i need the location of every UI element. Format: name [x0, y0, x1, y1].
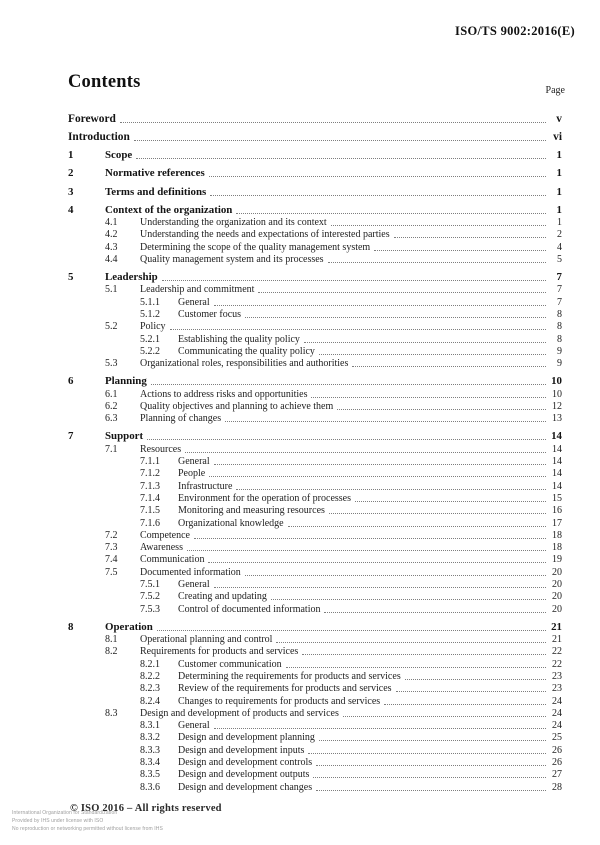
- toc-dot-leader: [151, 384, 546, 385]
- toc-entry-title: Review of the requirements for products and services: [178, 683, 392, 695]
- toc-entry-title: Quality objectives and planning to achieve them: [140, 400, 334, 412]
- toc-dot-leader: [286, 667, 546, 668]
- toc-entry-page: 20: [552, 579, 562, 591]
- toc-entry-title: Infrastructure: [178, 480, 233, 492]
- toc-entry-number: 5.3: [105, 358, 118, 370]
- toc-entry-title: Customer focus: [178, 309, 242, 321]
- toc-entry-title: Establishing the quality policy: [178, 333, 300, 345]
- toc-entry-page: 14: [551, 430, 562, 443]
- toc-entry-title: General: [178, 579, 210, 591]
- toc-row: [68, 320, 562, 332]
- toc-entry-number: 7.3: [105, 542, 118, 554]
- toc-dot-leader: [355, 501, 546, 502]
- toc-row: [68, 565, 562, 577]
- toc-entry-page: 23: [552, 683, 562, 695]
- toc-dot-leader: [331, 225, 546, 226]
- toc-row: [68, 400, 562, 412]
- toc-entry-title: Operational planning and control: [140, 634, 273, 646]
- document-reference: ISO/TS 9002:2016(E): [455, 24, 575, 38]
- toc-entry-title: Foreword: [68, 112, 116, 125]
- toc-entry-page: 14: [552, 443, 562, 455]
- toc-entry-title: Terms and definitions: [105, 185, 207, 198]
- toc-row: [68, 707, 562, 719]
- toc-entry-number: 7.5.3: [140, 603, 160, 615]
- toc-row: [68, 345, 562, 357]
- toc-entry-title: Monitoring and measuring resources: [178, 505, 325, 517]
- toc-entry-page: vi: [553, 131, 562, 143]
- toc-row: [68, 645, 562, 657]
- toc-row: [68, 203, 562, 216]
- toc-row: [68, 756, 562, 768]
- toc-dot-leader: [374, 250, 546, 251]
- toc-row: [68, 719, 562, 731]
- toc-entry-page: 1: [556, 167, 562, 180]
- toc-entry-title: Organizational roles, responsibilities and authorities: [140, 358, 349, 370]
- toc-entry-number: 8.2: [105, 646, 118, 658]
- toc-dot-leader: [394, 237, 546, 238]
- toc-entry-page: v: [556, 112, 562, 125]
- toc-dot-leader: [258, 292, 546, 293]
- toc-entry-title: Introduction: [68, 131, 130, 143]
- license-stamp-line: No reproduction or networking permitted without license from IHS: [12, 826, 163, 832]
- toc-entry-page: 8: [557, 309, 562, 321]
- toc-entry-number: 5.1: [105, 284, 118, 296]
- toc-entry-page: 20: [552, 591, 562, 603]
- toc-entry-title: Leadership and commitment: [140, 284, 255, 296]
- toc-entry-page: 14: [552, 480, 562, 492]
- toc-entry-page: 24: [552, 695, 562, 707]
- toc-entry-title: Determining the requirements for products and services: [178, 671, 401, 682]
- toc-entry-title: General: [178, 720, 210, 732]
- toc-entry-number: 4.3: [105, 241, 118, 253]
- toc-dot-leader: [210, 195, 546, 196]
- toc-dot-leader: [209, 476, 546, 477]
- toc-row: [68, 578, 562, 590]
- toc-row: [68, 412, 562, 424]
- toc-entry-page: 8: [557, 333, 562, 345]
- toc-entry-number: 8.3.6: [140, 781, 160, 793]
- toc-dot-leader: [162, 280, 546, 281]
- toc-dot-leader: [214, 728, 546, 729]
- toc-row: [68, 590, 562, 602]
- toc-row: [68, 670, 562, 682]
- toc-entry-number: 8.3.1: [140, 720, 160, 732]
- toc-entry-page: 7: [557, 296, 562, 308]
- page-column-label: Page: [545, 85, 565, 96]
- toc-entry-title: General: [178, 456, 210, 468]
- toc-dot-leader: [134, 140, 546, 141]
- toc-dot-leader: [319, 354, 546, 355]
- toc-row: [68, 295, 562, 307]
- toc-entry-title: Quality management system and its processes: [140, 253, 324, 265]
- toc-dot-leader: [308, 753, 546, 754]
- toc-dot-leader: [120, 122, 546, 123]
- toc-dot-leader: [194, 538, 546, 539]
- toc-row: [68, 541, 562, 553]
- toc-entry-title: Leadership: [105, 271, 158, 284]
- toc-dot-leader: [319, 740, 546, 741]
- toc-dot-leader: [328, 262, 546, 263]
- toc-entry-page: 10: [552, 388, 562, 400]
- toc-entry-number: 7.5: [105, 566, 118, 578]
- toc-dot-leader: [185, 452, 546, 453]
- toc-entry-number: 5: [68, 271, 74, 284]
- toc-entry-page: 25: [552, 732, 562, 744]
- toc-entry-title: Requirements for products and services: [140, 646, 299, 658]
- toc-dot-leader: [352, 366, 546, 367]
- toc-entry-title: Understanding the organization and its context: [140, 217, 327, 229]
- toc-row: [68, 602, 562, 614]
- toc-entry-title: Design and development of products and services: [140, 707, 339, 719]
- toc-dot-leader: [225, 421, 546, 422]
- toc-entry-number: 7.1.2: [140, 468, 160, 480]
- toc-row: [68, 374, 562, 387]
- toc-entry-title: Communication: [140, 554, 205, 566]
- toc-entry-number: 6: [68, 375, 74, 388]
- toc-entry-title: Awareness: [140, 542, 183, 554]
- toc-entry-title: Context of the organization: [105, 203, 233, 216]
- toc-dot-leader: [329, 513, 546, 514]
- toc-entry-page: 19: [552, 554, 562, 566]
- toc-entry-page: 20: [552, 603, 562, 615]
- toc-entry-page: 18: [552, 529, 562, 541]
- toc-row: [68, 529, 562, 541]
- toc-row: [68, 332, 562, 344]
- toc-dot-leader: [245, 317, 546, 318]
- toc-entry-page: 21: [551, 620, 562, 633]
- toc-entry-page: 27: [552, 769, 562, 781]
- toc-dot-leader: [136, 158, 546, 159]
- toc-entry-number: 8.3.3: [140, 744, 160, 756]
- toc-row: [68, 479, 562, 491]
- toc-entry-number: 7.4: [105, 554, 118, 566]
- toc-entry-number: 7.1.3: [140, 480, 160, 492]
- toc-dot-leader: [245, 575, 546, 576]
- toc-entry-page: 9: [557, 345, 562, 357]
- toc-entry-page: 20: [552, 566, 562, 578]
- toc-row: [68, 682, 562, 694]
- toc-row: [68, 657, 562, 669]
- toc-entry-page: 10: [551, 375, 562, 388]
- toc-entry-page: 26: [552, 744, 562, 756]
- toc-entry-page: 14: [552, 456, 562, 468]
- toc-row: [68, 442, 562, 454]
- toc-entry-number: 8: [68, 620, 74, 633]
- toc-row: [68, 228, 562, 240]
- toc-entry-number: 7.1.6: [140, 517, 160, 529]
- toc-row: [68, 620, 562, 633]
- toc-entry-page: 1: [556, 149, 562, 162]
- toc-dot-leader: [214, 587, 546, 588]
- toc-row: [68, 166, 562, 179]
- toc-entry-page: 1: [556, 185, 562, 198]
- toc-row: [68, 768, 562, 780]
- toc-entry-number: 7.2: [105, 529, 118, 541]
- toc-dot-leader: [288, 526, 546, 527]
- toc-row: [68, 429, 562, 442]
- toc-entry-page: 14: [552, 468, 562, 480]
- toc-entry-number: 8.3.5: [140, 769, 160, 781]
- toc-row: [68, 743, 562, 755]
- toc-dot-leader: [311, 397, 546, 398]
- toc-entry-page: 23: [552, 671, 562, 682]
- toc-entry-title: Planning of changes: [140, 413, 222, 425]
- toc-entry-number: 8.2.2: [140, 671, 160, 682]
- toc-entry-number: 1: [68, 149, 74, 162]
- license-stamp-line: Provided by IHS under license with ISO: [12, 818, 104, 824]
- toc-entry-page: 7: [557, 284, 562, 296]
- toc-row: [68, 516, 562, 528]
- toc-entry-number: 7.5.1: [140, 579, 160, 591]
- toc-entry-number: 7.1.5: [140, 505, 160, 517]
- toc-dot-leader: [214, 464, 546, 465]
- toc-entry-title: Actions to address risks and opportunities: [140, 388, 308, 400]
- toc-entry-title: Design and development inputs: [178, 744, 305, 756]
- toc-entry-number: 5.1.2: [140, 309, 160, 321]
- toc-entry-number: 8.3: [105, 707, 118, 719]
- toc-dot-leader: [214, 305, 546, 306]
- toc-row: [68, 240, 562, 252]
- toc-row: [68, 148, 562, 161]
- toc-entry-page: 17: [552, 517, 562, 529]
- toc-entry-title: Changes to requirements for products and services: [178, 695, 381, 707]
- toc-entry-number: 5.1.1: [140, 296, 160, 308]
- toc-entry-title: Planning: [105, 375, 147, 388]
- toc-entry-title: Competence: [140, 529, 190, 541]
- toc-entry-title: Documented information: [140, 566, 241, 578]
- toc-dot-leader: [384, 704, 546, 705]
- toc-row: [68, 106, 562, 125]
- toc-entry-title: Scope: [105, 149, 133, 162]
- toc-entry-page: 2: [557, 229, 562, 241]
- toc-row: [68, 553, 562, 565]
- toc-entry-title: Policy: [140, 321, 166, 333]
- license-stamp-line: International Organization for Standardization: [12, 810, 118, 816]
- toc-entry-page: 28: [552, 781, 562, 793]
- toc-dot-leader: [396, 691, 546, 692]
- toc-entry-page: 8: [557, 321, 562, 333]
- toc-entry-number: 3: [68, 185, 74, 198]
- toc-dot-leader: [236, 489, 546, 490]
- toc-entry-title: Communicating the quality policy: [178, 345, 315, 357]
- toc-entry-page: 5: [557, 253, 562, 265]
- toc-entry-page: 15: [552, 492, 562, 504]
- toc-entry-number: 8.1: [105, 634, 118, 646]
- toc-row: [68, 125, 562, 144]
- toc-dot-leader: [316, 765, 546, 766]
- toc-dot-leader: [405, 679, 546, 680]
- toc-row: [68, 492, 562, 504]
- toc-dot-leader: [157, 630, 546, 631]
- toc-row: [68, 780, 562, 792]
- toc-entry-number: 2: [68, 167, 74, 180]
- toc-dot-leader: [236, 213, 546, 214]
- toc-dot-leader: [187, 550, 546, 551]
- toc-entry-page: 22: [552, 658, 562, 670]
- toc-dot-leader: [337, 409, 546, 410]
- toc-dot-leader: [304, 342, 546, 343]
- toc-entry-title: Control of documented information: [178, 603, 321, 615]
- toc-entry-number: 6.3: [105, 413, 118, 425]
- toc-entry-title: Customer communication: [178, 658, 282, 670]
- toc-entry-page: 1: [556, 203, 562, 216]
- toc-entry-page: 22: [552, 646, 562, 658]
- toc-entry-title: Design and development changes: [178, 781, 313, 793]
- toc-entry-number: 7.1.1: [140, 456, 160, 468]
- toc-entry-number: 6.2: [105, 400, 118, 412]
- toc-entry-number: 7.1.4: [140, 492, 160, 504]
- toc-entry-number: 8.3.4: [140, 757, 160, 769]
- toc-entry-title: Design and development controls: [178, 757, 313, 769]
- toc-row: [68, 185, 562, 198]
- toc-entry-title: Determining the scope of the quality management system: [140, 241, 371, 253]
- toc-dot-leader: [147, 439, 546, 440]
- toc-dot-leader: [302, 654, 546, 655]
- toc-entry-title: People: [178, 468, 206, 480]
- toc-entry-number: 5.2: [105, 321, 118, 333]
- toc-row: [68, 455, 562, 467]
- toc-dot-leader: [324, 612, 546, 613]
- toc-row: [68, 387, 562, 399]
- toc-entry-title: Environment for the operation of processes: [178, 492, 352, 504]
- contents-heading: Contents: [68, 72, 141, 92]
- toc-entry-page: 18: [552, 542, 562, 554]
- toc-entry-page: 7: [556, 271, 562, 284]
- toc-entry-page: 4: [557, 241, 562, 253]
- toc-entry-page: 12: [552, 400, 562, 412]
- toc-dot-leader: [170, 329, 546, 330]
- toc-entry-page: 21: [552, 634, 562, 646]
- toc-entry-page: 16: [552, 505, 562, 517]
- toc-entry-number: 7.5.2: [140, 591, 160, 603]
- toc-row: [68, 253, 562, 265]
- toc-row: [68, 216, 562, 228]
- toc-entry-title: Organizational knowledge: [178, 517, 284, 529]
- toc-entry-number: 8.2.1: [140, 658, 160, 670]
- toc-entry-title: General: [178, 296, 210, 308]
- toc-row: [68, 283, 562, 295]
- toc-entry-number: 8.2.4: [140, 695, 160, 707]
- toc-row: [68, 694, 562, 706]
- toc-entry-number: 8.2.3: [140, 683, 160, 695]
- toc-entry-page: 13: [552, 413, 562, 425]
- toc-entry-title: Design and development outputs: [178, 769, 310, 781]
- toc-entry-title: Design and development planning: [178, 732, 315, 744]
- copyright-notice: © ISO 2016 – All rights reserved: [70, 803, 222, 814]
- toc-dot-leader: [316, 790, 546, 791]
- toc-entry-title: Support: [105, 430, 144, 443]
- toc-entry-page: 24: [552, 707, 562, 719]
- toc-entry-number: 5.2.1: [140, 333, 160, 345]
- toc-dot-leader: [271, 599, 546, 600]
- toc-row: [68, 504, 562, 516]
- toc-entry-title: Resources: [140, 443, 182, 455]
- toc-entry-number: 8.3.2: [140, 732, 160, 744]
- toc-row: [68, 467, 562, 479]
- toc-row: [68, 357, 562, 369]
- toc-dot-leader: [208, 562, 546, 563]
- toc-entry-number: 4: [68, 203, 74, 216]
- toc-row: [68, 731, 562, 743]
- toc-entry-title: Creating and updating: [178, 591, 267, 603]
- toc-entry-title: Understanding the needs and expectations of interested parties: [140, 229, 390, 241]
- toc-entry-page: 24: [552, 720, 562, 732]
- toc-dot-leader: [276, 642, 546, 643]
- toc-entry-number: 4.2: [105, 229, 118, 241]
- toc-dot-leader: [343, 716, 546, 717]
- toc-entry-number: 7: [68, 430, 74, 443]
- toc-entry-number: 7.1: [105, 443, 118, 455]
- toc-entry-number: 6.1: [105, 388, 118, 400]
- toc-row: [68, 633, 562, 645]
- toc-entry-title: Normative references: [105, 167, 205, 180]
- toc-entry-title: Operation: [105, 620, 153, 633]
- toc-entry-page: 9: [557, 358, 562, 370]
- toc-entry-page: 26: [552, 757, 562, 769]
- toc-entry-number: 5.2.2: [140, 345, 160, 357]
- toc-entry-number: 4.1: [105, 217, 118, 229]
- toc-row: [68, 308, 562, 320]
- toc-dot-leader: [313, 777, 546, 778]
- toc-dot-leader: [209, 176, 546, 177]
- toc-entry-number: 4.4: [105, 253, 118, 265]
- toc-list: [68, 106, 562, 793]
- toc-row: [68, 270, 562, 283]
- toc-entry-page: 1: [557, 217, 562, 229]
